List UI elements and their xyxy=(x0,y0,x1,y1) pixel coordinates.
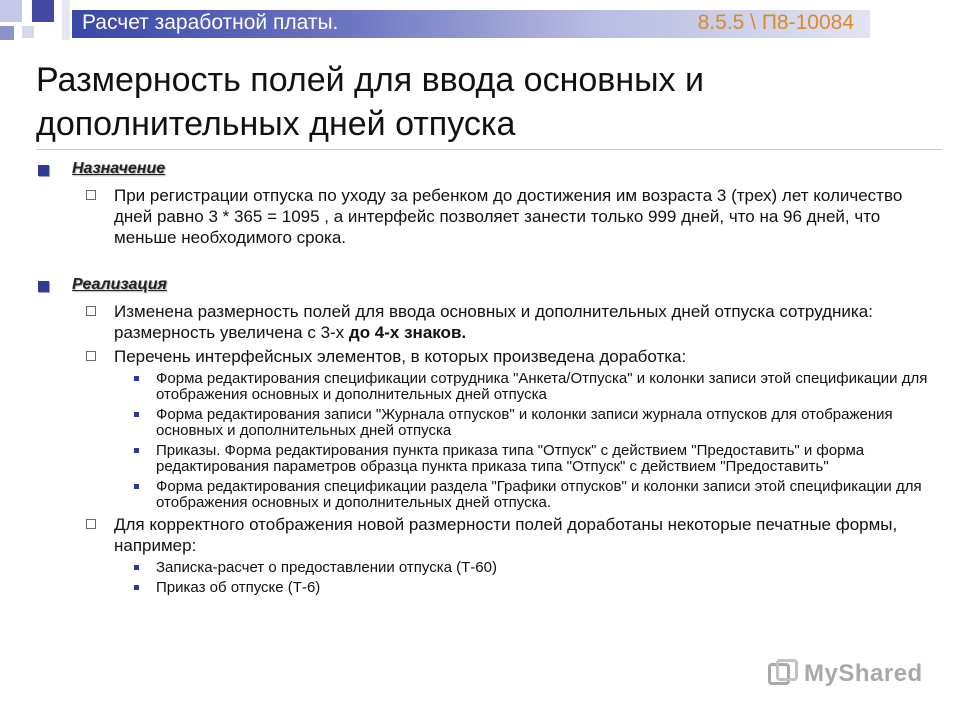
sub-list-item-text: Форма редактирования записи "Журнала отпусков" и колонки записи журнала отпусков для отображения основных и дополнительных дней отпуска xyxy=(156,406,893,439)
decor-square xyxy=(32,0,54,22)
section-purpose xyxy=(38,158,938,248)
square-bullet-icon xyxy=(38,281,49,292)
list-item xyxy=(38,185,938,248)
slide-content xyxy=(38,158,938,596)
sub-list-item xyxy=(38,443,938,475)
small-square-bullet-icon xyxy=(134,448,139,453)
section-label: Назначение xyxy=(72,160,166,177)
sub-list-item xyxy=(38,560,938,576)
decor-square xyxy=(62,0,70,40)
sub-list-item xyxy=(38,479,938,511)
sub-list-item-text: Форма редактирования спецификации раздела "Графики отпусков" и колонки записи этой спецификации для отображения основных и дополнительных дней отпуска. xyxy=(156,478,922,511)
small-square-bullet-icon xyxy=(134,585,139,590)
decor-square xyxy=(0,26,14,40)
sub-list-item xyxy=(38,371,938,403)
list-item-text: Для корректного отображения новой размерности полей доработаны некоторые печатные формы, например: xyxy=(114,515,898,555)
decor-square xyxy=(22,26,34,38)
section-label: Реализация xyxy=(72,276,167,293)
sub-list-item-text: Приказы. Форма редактирования пункта приказа типа "Отпуск" с действием "Предоставить" и форма редактирования параметров образца пункта приказа типа "Отпуск" с действием "Предоставить" xyxy=(156,442,865,475)
watermark-text: MyShared xyxy=(804,660,923,687)
small-square-bullet-icon xyxy=(134,565,139,570)
list-item xyxy=(38,346,938,367)
square-bullet-icon xyxy=(38,165,49,176)
hollow-square-bullet-icon xyxy=(86,351,96,361)
small-square-bullet-icon xyxy=(134,376,139,381)
list-item xyxy=(38,301,938,343)
header-code: 8.5.5 \ П8-10084 xyxy=(697,11,854,34)
section-head xyxy=(38,274,938,298)
list-item xyxy=(38,514,938,556)
sub-list-item-text: Записка-расчет о предоставлении отпуска (Т-60) xyxy=(156,559,497,576)
sub-list-item xyxy=(38,580,938,596)
section-implementation xyxy=(38,274,938,596)
list-item-text: Перечень интерфейсных элементов, в которых произведена доработка: xyxy=(114,347,687,366)
watermark xyxy=(768,656,923,692)
myshared-logo-icon xyxy=(768,659,798,689)
list-item-text: Изменена размерность полей для ввода основных и дополнительных дней отпуска сотрудника: размерность увеличена с 3-х xyxy=(114,302,873,342)
list-item-bold-text: до 4-х знаков. xyxy=(348,323,467,342)
small-square-bullet-icon xyxy=(134,484,139,489)
title-divider xyxy=(36,149,942,150)
decor-square xyxy=(0,0,22,22)
header-title: Расчет заработной платы. xyxy=(82,11,339,34)
small-square-bullet-icon xyxy=(134,412,139,417)
sub-list-item-text: Форма редактирования спецификации сотрудника "Анкета/Отпуска" и колонки записи этой спецификации для отображения основных и дополнительных дней отпуска xyxy=(156,370,928,403)
hollow-square-bullet-icon xyxy=(86,519,96,529)
hollow-square-bullet-icon xyxy=(86,190,96,200)
slide-title: Размерность полей для ввода основных и дополнительных дней отпуска xyxy=(36,61,704,143)
sub-list-item-text: Приказ об отпуске (Т-6) xyxy=(156,579,321,596)
section-head xyxy=(38,158,938,182)
list-item-text: При регистрации отпуска по уходу за ребенком до достижения им возраста 3 (трех) лет количество дней равно 3 * 365 = 1095 , а интерфейс позволяет занести только 999 дней, что на 96 дней, что меньше необходимого срока. xyxy=(114,186,903,247)
sub-list-item xyxy=(38,407,938,439)
hollow-square-bullet-icon xyxy=(86,306,96,316)
